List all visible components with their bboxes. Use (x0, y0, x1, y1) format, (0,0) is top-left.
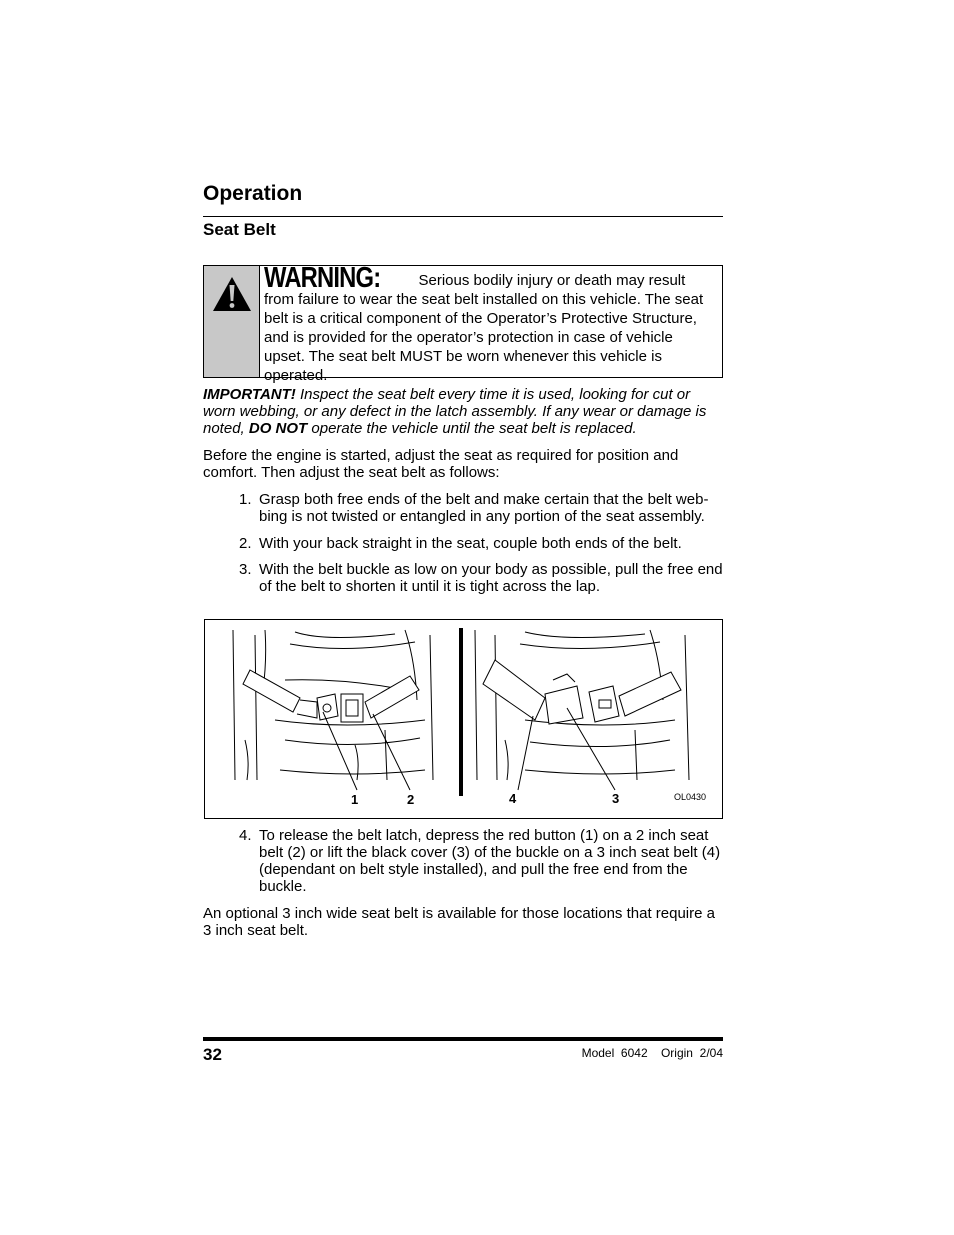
section-rule (203, 216, 723, 217)
optional-note: An optional 3 inch wide seat belt is available for those locations that require a 3 inch seat belt. (203, 905, 715, 939)
subsection-title: Seat Belt (203, 220, 276, 239)
warning-triangle-icon (212, 276, 252, 312)
warning-box (203, 262, 723, 384)
callout-1: 1 (351, 792, 359, 807)
callout-2: 2 (407, 792, 415, 807)
warning-text-rest: failure to wear the seat belt installed on this vehicle. The seat belt is a critical component of the Operator’s Protective Structure, and is provided for the operator’s protection in case of vehicle upset. The seat belt MUST be worn whenever this vehicle is operated. (264, 291, 704, 384)
list-text: Grasp both free ends of the belt and make certain that the belt web-bing is not twisted or entangled in any portion of the seat assembly. (259, 491, 709, 525)
callout-3: 3 (612, 791, 620, 806)
page-number: 32 (203, 1045, 222, 1064)
left-belt-drawing (243, 670, 419, 722)
right-belt-drawing (483, 660, 681, 724)
manual-page (203, 0, 723, 1235)
important-label: IMPORTANT! (203, 386, 296, 403)
warning-label: WARNING: (264, 262, 381, 294)
important-do-not: DO NOT (248, 420, 308, 437)
intro-paragraph: Before the engine is started, adjust the seat as required for position and comfort. Then adjust the seat belt as follows: (203, 447, 679, 481)
list-number: 1. (239, 491, 252, 508)
footer-rule (203, 1037, 723, 1041)
warning-side-panel (204, 266, 260, 377)
important-text-2: operate the vehicle until the seat belt is replaced. (311, 420, 637, 437)
important-paragraph (203, 386, 723, 437)
seat-belt-illustration (205, 620, 722, 818)
callout-4: 4 (509, 791, 517, 806)
list-number: 3. (239, 561, 252, 578)
right-seat-drawing (475, 630, 689, 780)
footer-meta: Model 6042 Origin 2/04 (581, 1046, 723, 1060)
list-number: 4. (239, 827, 252, 844)
figure-code: OL0430 (674, 792, 707, 802)
list-text: To release the belt latch, depress the red button (1) on a 2 inch seat belt (2) or lift the black cover (3) of the buckle on a 3 inch seat belt (4) (dependant on belt style installed), and pull the free end from the buckle. (259, 827, 721, 895)
warning-text-first: Serious bodily injury or death may result from (264, 272, 686, 308)
list-text: With your back straight in the seat, couple both ends of the belt. (259, 535, 682, 552)
warning-text (264, 262, 716, 385)
important-text-1: Inspect the seat belt every time it is used, looking for cut or worn webbing, or any defect in the latch assembly. If any wear or damage is noted, (203, 386, 707, 437)
list-number: 2. (239, 535, 252, 552)
list-text: With the belt buckle as low on your body as possible, pull the free end of the belt to shorten it until it is tight across the lap. (259, 561, 723, 595)
seat-belt-figure (204, 619, 723, 819)
section-title: Operation (203, 182, 303, 205)
